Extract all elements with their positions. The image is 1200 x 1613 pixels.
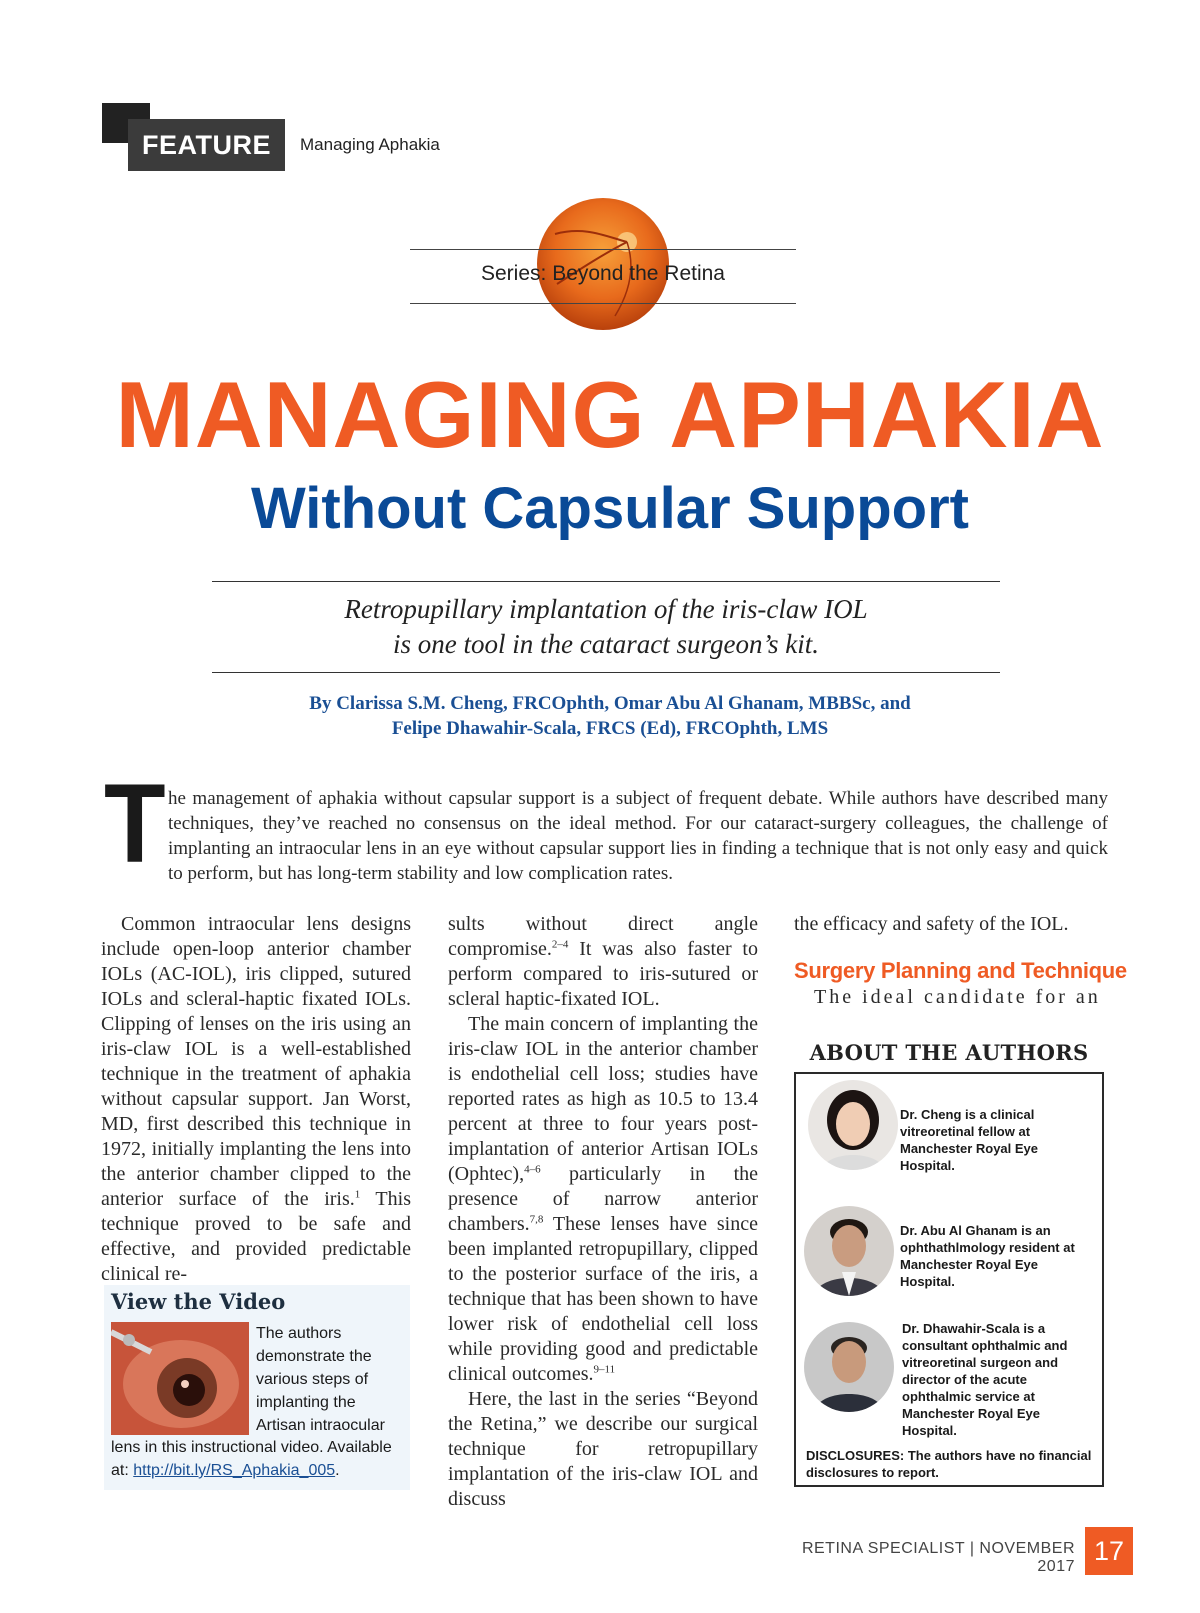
avatar-icon [804, 1206, 894, 1296]
reference-marker: 1 [354, 1188, 361, 1201]
page-number: 17 [1085, 1527, 1133, 1575]
video-title: View the Video [111, 1289, 286, 1314]
reference-marker: 9–11 [593, 1363, 616, 1376]
byline-line-1: By Clarissa S.M. Cheng, FRCOphth, Omar Abu Al Ghanam, MBBSc, and [309, 693, 911, 714]
feature-tab: FEATURE [128, 119, 285, 171]
video-description-cont: lens in this instructional video. Available at: http://bit.ly/RS_Aphakia_005. [111, 1439, 392, 1479]
bio-cheng: Dr. Cheng is a clinical vitreoretinal fellow at Manchester Royal Eye Hospital. [900, 1107, 1039, 1173]
bio-abu-al-ghanam: Dr. Abu Al Ghanam is an ophthathlmology resident at Manchester Royal Eye Hospital. [900, 1223, 1075, 1289]
article-subtitle: Without Capsular Support [251, 476, 969, 541]
deck-line-2: is one tool in the cataract surgeon’s kit. [393, 629, 819, 659]
avatar-icon [808, 1080, 898, 1170]
paragraph: the efficacy and safety of the IOL. [794, 913, 1069, 935]
paragraph: sults without direct angle compromise.$^{2-4}$ It was also faster to perform compared to iris-sutured or scleral haptic-fixated IOL. [448, 913, 758, 1010]
section-subhead: Surgery Planning and Technique [794, 958, 1127, 983]
video-description: The authors demonstrate the various steps of implanting the Artisan intraocular [256, 1325, 385, 1434]
reference-marker: 7,8 [529, 1213, 544, 1226]
body-column-1 [101, 912, 411, 1287]
reference-marker: 4–6 [524, 1163, 541, 1176]
deck-rule-top [212, 581, 1000, 582]
avatar-icon [804, 1322, 894, 1412]
drop-cap: T [104, 761, 166, 886]
byline-line-2: Felipe Dhawahir-Scala, FRCS (Ed), FRCOphth, LMS [391, 718, 829, 739]
article-deck [212, 592, 1000, 662]
eye-surgery-image-icon [111, 1322, 249, 1435]
video-thumbnail[interactable] [111, 1322, 249, 1435]
author-photo-cheng [808, 1080, 898, 1170]
series-rule-top [410, 249, 796, 250]
video-link[interactable]: http://bit.ly/RS_Aphakia_005 [133, 1462, 336, 1479]
author-photo-abu-al-ghanam [804, 1206, 894, 1296]
paragraph: The main concern of implanting the iris-claw IOL in the anterior chamber is endothelial cell loss; studies have reported rates as high as 10.5 to 13.4 percent at three to four years post-implantation of anterior Artisan IOLs (Ophtec),$^{4-6}$ particularly in the presence of narrow anterior chambers.$^{7,8}$ These lenses have since been implanted retropupillary, clipped to the posterior surface of the iris, a technique that has been shown to have lower risk of endothelial cell loss while providing good and predictable clinical outcomes.$^{9-11}$ [448, 1013, 758, 1385]
author-photo-dhawahir-scala [804, 1322, 894, 1412]
article-title: MANAGING APHAKIA [115, 362, 1105, 467]
about-authors-heading: ABOUT THE AUTHORS [809, 1040, 1089, 1065]
disclosures: DISCLOSURES: The authors have no financial disclosures to report. [806, 1448, 1092, 1480]
series-label: Series: Beyond the Retina [481, 262, 725, 285]
series-rule-bottom [410, 303, 796, 304]
bio-dhawahir-scala: Dr. Dhawahir-Scala is a consultant ophthalmic and vitreoretinal surgeon and director of the acute ophthalmic service at Manchester Royal Eye Hospital. [902, 1321, 1068, 1438]
deck-line-1: Retropupillary implantation of the iris-claw IOL [344, 594, 868, 624]
deck-rule-bottom [212, 672, 1000, 673]
body-column-3 [794, 912, 1104, 937]
byline [140, 691, 1080, 741]
paragraph: The ideal candidate for an [814, 986, 1101, 1008]
paragraph: Here, the last in the series “Beyond the Retina,” we describe our surgical technique for retropupillary implantation of the iris-claw IOL and discuss [448, 1388, 758, 1510]
publication-footer: RETINA SPECIALIST | NOVEMBER 2017 [801, 1540, 1075, 1575]
reference-marker: 2–4 [551, 938, 569, 951]
paragraph: Common intraocular lens designs include open-loop anterior chamber IOLs (AC-IOL), iris clipped, sutured IOLs and scleral-haptic fixated IOLs. Clipping of lenses on the iris using an iris-claw IOL is a well-established technique in the treatment of aphakia without capsular support. Jan Worst, MD, first described this technique in 1972, initially implanting the lens into the anterior chamber clipped to the anterior surface of the iris.$^1$ This technique proved to be safe and effective, and provided predictable clinical re- [101, 913, 411, 1285]
body-column-2 [448, 912, 758, 1512]
lede-paragraph: he management of aphakia without capsular support is a subject of frequent debate. While authors have described many techniques, they’ve reached no consensus on the ideal method. For our cataract-surgery colleagues, the challenge of implanting an intraocular lens in an eye without capsular support lies in finding a technique that is not only easy and quick to perform, but has long-term stability and low complication rates. [168, 788, 1108, 884]
section-label: Managing Aphakia [300, 135, 440, 154]
